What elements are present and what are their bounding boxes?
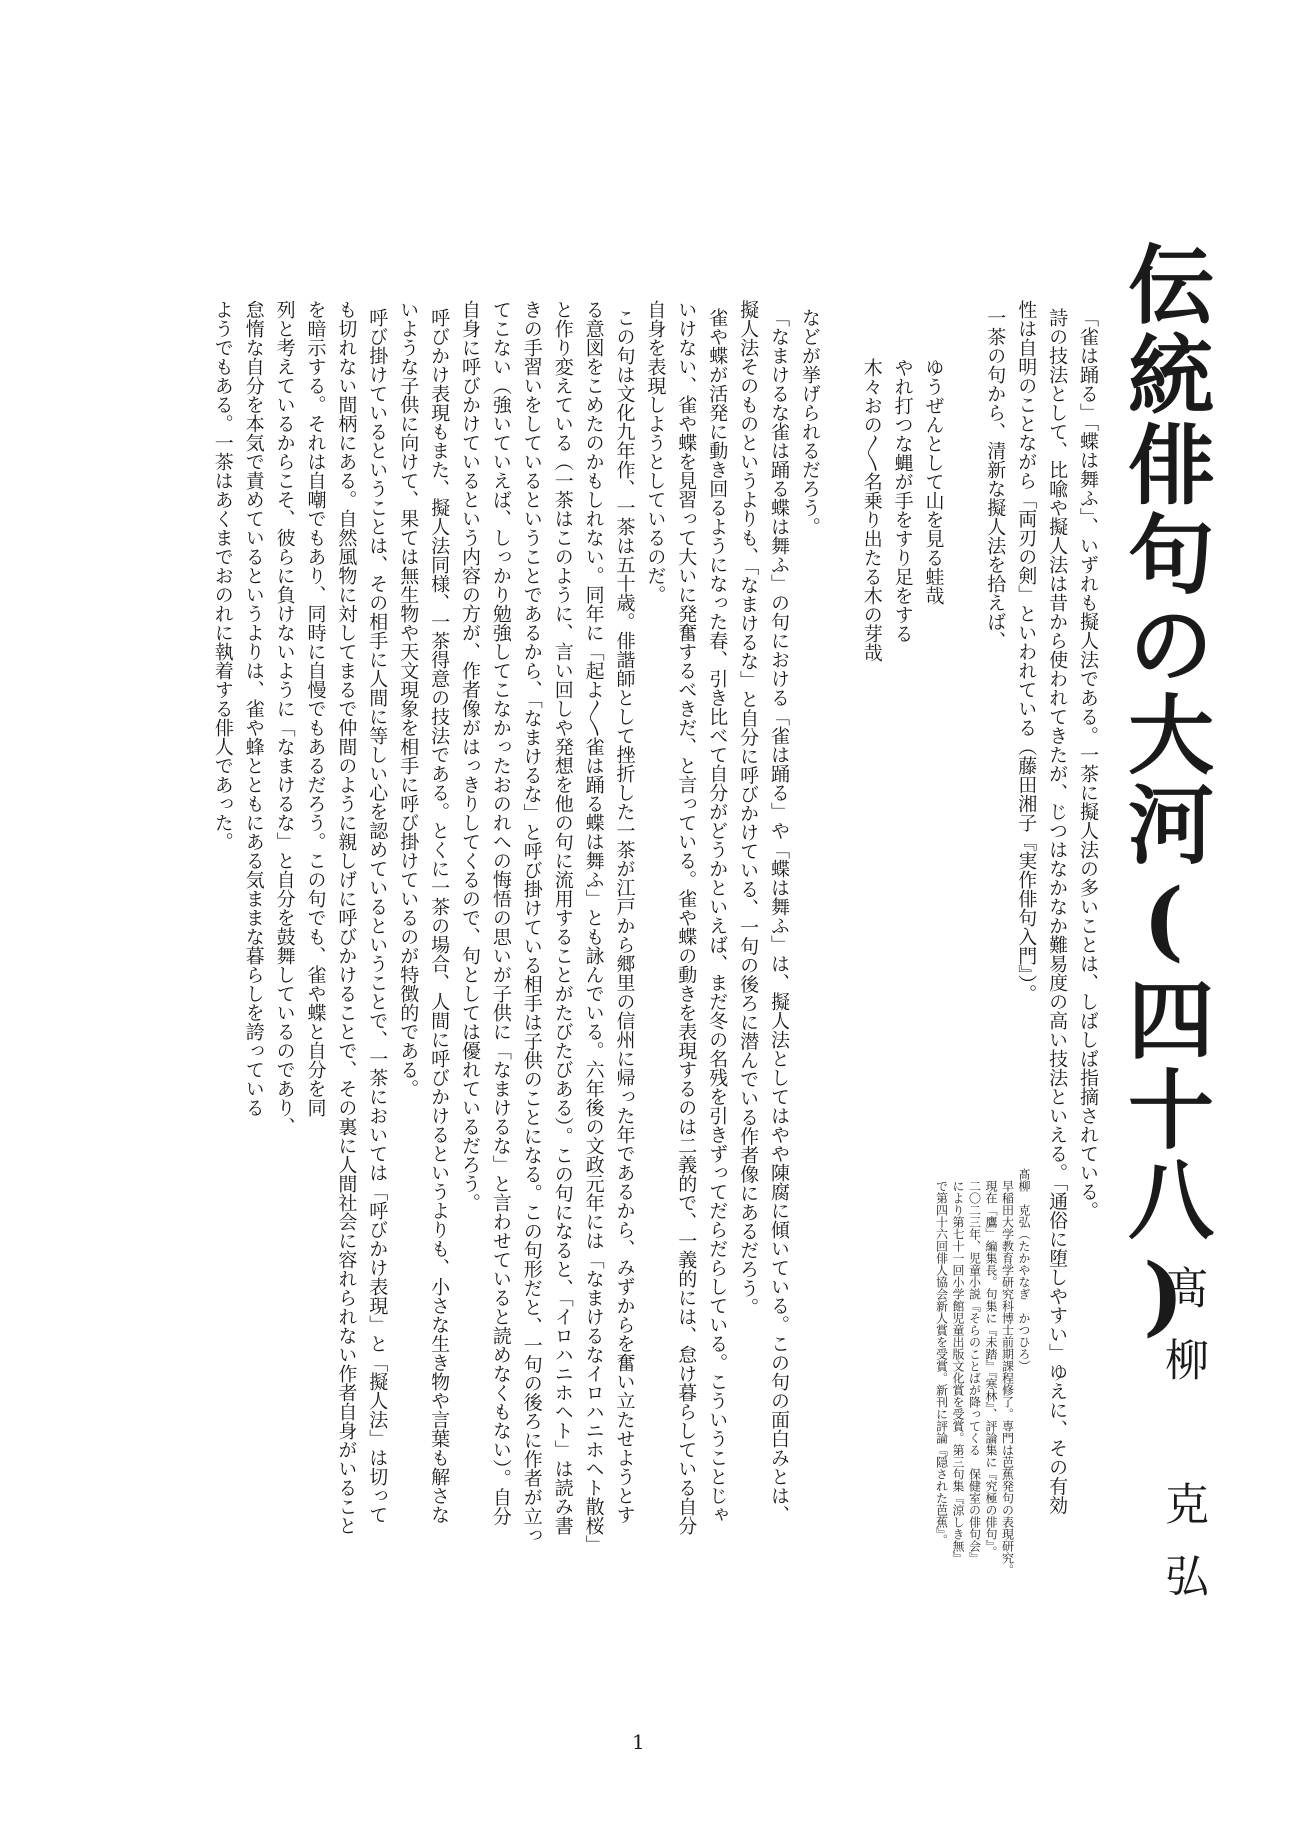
- body-line: る意図をこめたのかもしれない。同年に「起よ〳〵雀は踊る蝶は舞ふ」とも詠んでいる。六年後の文政元年には「なまけるなイロハニホヘト散桜」: [582, 300, 605, 1554]
- bio-line: 現在「鷹」編集長。句集に『未踏』『寒林』、評論集に『究極の俳句』。: [984, 1180, 998, 1558]
- body-line: も切れない間柄にある。自然風物に対してまるで仲間のように親しげに呼びかけることで、その裏に人間社会に容れられない作者自身がいること: [335, 300, 358, 1535]
- body-line: を暗示する。それは自嘲でもあり、同時に自慢でもあるだろう。この句でも、雀や蝶と自分を同: [304, 300, 327, 1117]
- body-line: と作り変えている（一茶はこのように、言い回しや発想を他の句に流用することがたびたびある）。この句になると、「イロハニホヘト」は読み書: [551, 300, 574, 1535]
- body-line: やれ打つな蝿が手をすり足をする: [891, 358, 914, 643]
- author-name: 髙柳 克弘: [1157, 1265, 1208, 1625]
- body-line: ようでもある。一茶はあくまでおのれに執着する俳人であった。: [211, 300, 234, 851]
- body-line: 一茶の句から、清新な擬人法を拾えば、: [984, 308, 1007, 650]
- body-line: 呼び掛けているということは、その相手に人間に等しい心を認めているということで、一茶においては「呼びかけ表現」と「擬人法」は切って: [366, 308, 389, 1524]
- body-line: 「雀は踊る」「蝶は舞ふ」、いずれも擬人法である。一茶に擬人法の多いことは、しばしば指摘されている。: [1077, 308, 1099, 1220]
- bio-line: により第七十一回小学館児童出版文化賞を受賞。第三句集『涼しき無』: [951, 1180, 965, 1564]
- body-line: 雀や蝶が活発に動き回るようになった春、引き比べて自分がどうかといえば、まだ冬の名残を引きずってだらだらしている。こういうことじゃ: [706, 308, 729, 1524]
- page-number: 1: [632, 1730, 645, 1754]
- body-line: 自身に呼びかけているという内容の方が、作者像がはっきりしてくるので、句としては優れているだろう。: [459, 300, 481, 1212]
- bio-line: で第四十六回俳人協会新人賞を受賞。新刊に評論『隠された芭蕉』。: [934, 1180, 949, 1546]
- body-line: いような子供に向けて、果ては無生物や天文現象を相手に呼び掛けているのが特徴的である。: [397, 300, 420, 1098]
- bio-line: 二〇二三年、児童小説『そらのことばが降ってくる 保健室の俳句会』: [967, 1180, 982, 1564]
- body-line: 「なまけるな雀は踊る蝶は舞ふ」の句における「雀は踊る」や「蝶は舞ふ」は、擬人法としてはやや陳腐に傾いている。この句の面白みとは、: [768, 308, 790, 1524]
- body-line: 怠惰な自分を本気で責めているというよりは、雀や蜂とともにある気ままな暮らしを誇っている: [242, 300, 265, 1117]
- body-line: きの手習いをしているということであるから、「なまけるな」と呼び掛けている相手は子供のことになる。この句形だと、一句の後ろに作者が立っ: [520, 300, 543, 1545]
- body-line: 擬人法そのものというよりも、「なまけるな」と自分に呼びかけている、一句の後ろに潜んでいる作者像にあるだろう。: [737, 300, 760, 1317]
- body-line: 木々おの〳〵名乗り出たる木の芽哉: [860, 358, 883, 662]
- body-line: 呼びかけ表現もまた、擬人法同様、一茶得意の技法である。とくに一茶の場合、人間に呼びかけるというよりも、小さな生き物や言葉も解さな: [428, 308, 451, 1524]
- bio-line: 髙柳 克弘（たかやなぎ かつひろ）: [1017, 1168, 1031, 1372]
- body-line: などが挙げられるだろう。: [798, 308, 821, 536]
- body-line: てこない（強いていえば、しっかり勉強してこなかったおのれへの悔悟の思いが子供に「なまけるな」と言わせていると読めなくもない）。自分: [489, 300, 512, 1526]
- body-line: この句は文化九年作、一茶は五十歳。俳諧師として挫折した一茶が江戸から郷里の信州に帰った年であるから、みずからを奮い立たせようとす: [613, 308, 636, 1524]
- article-title: 伝統俳句の大河(四十八): [1113, 240, 1214, 1350]
- body-line: いけない、雀や蝶を見習って大いに発奮するべきだ、と言っている。雀や蝶の動きを表現するのは二義的で、一義的には、怠け暮らしている自分: [675, 300, 698, 1535]
- body-line: 列と考えているからこそ、彼らに負けないように「なまけるな」と自分を鼓舞しているのであり、: [273, 300, 296, 1136]
- body-line: ゆうぜんとして山を見る蛙哉: [922, 358, 945, 605]
- body-line: 性は自明のことながら「両刃の剣」といわれている（藤田湘子『実作俳句入門』）。: [1015, 300, 1038, 1003]
- body-line: 自身を表現しようとしているのだ。: [644, 300, 667, 604]
- bio-line: 早稲田大学教育学研究科博士前期課程修了。専門は芭蕉発句の表現研究。: [1000, 1180, 1015, 1576]
- body-line: 詩の技法として、比喩や擬人法は昔から使われてきたが、じつはなかなか難易度の高い技法といえる。「通俗に堕しやすい」ゆえに、その有効: [1046, 308, 1069, 1515]
